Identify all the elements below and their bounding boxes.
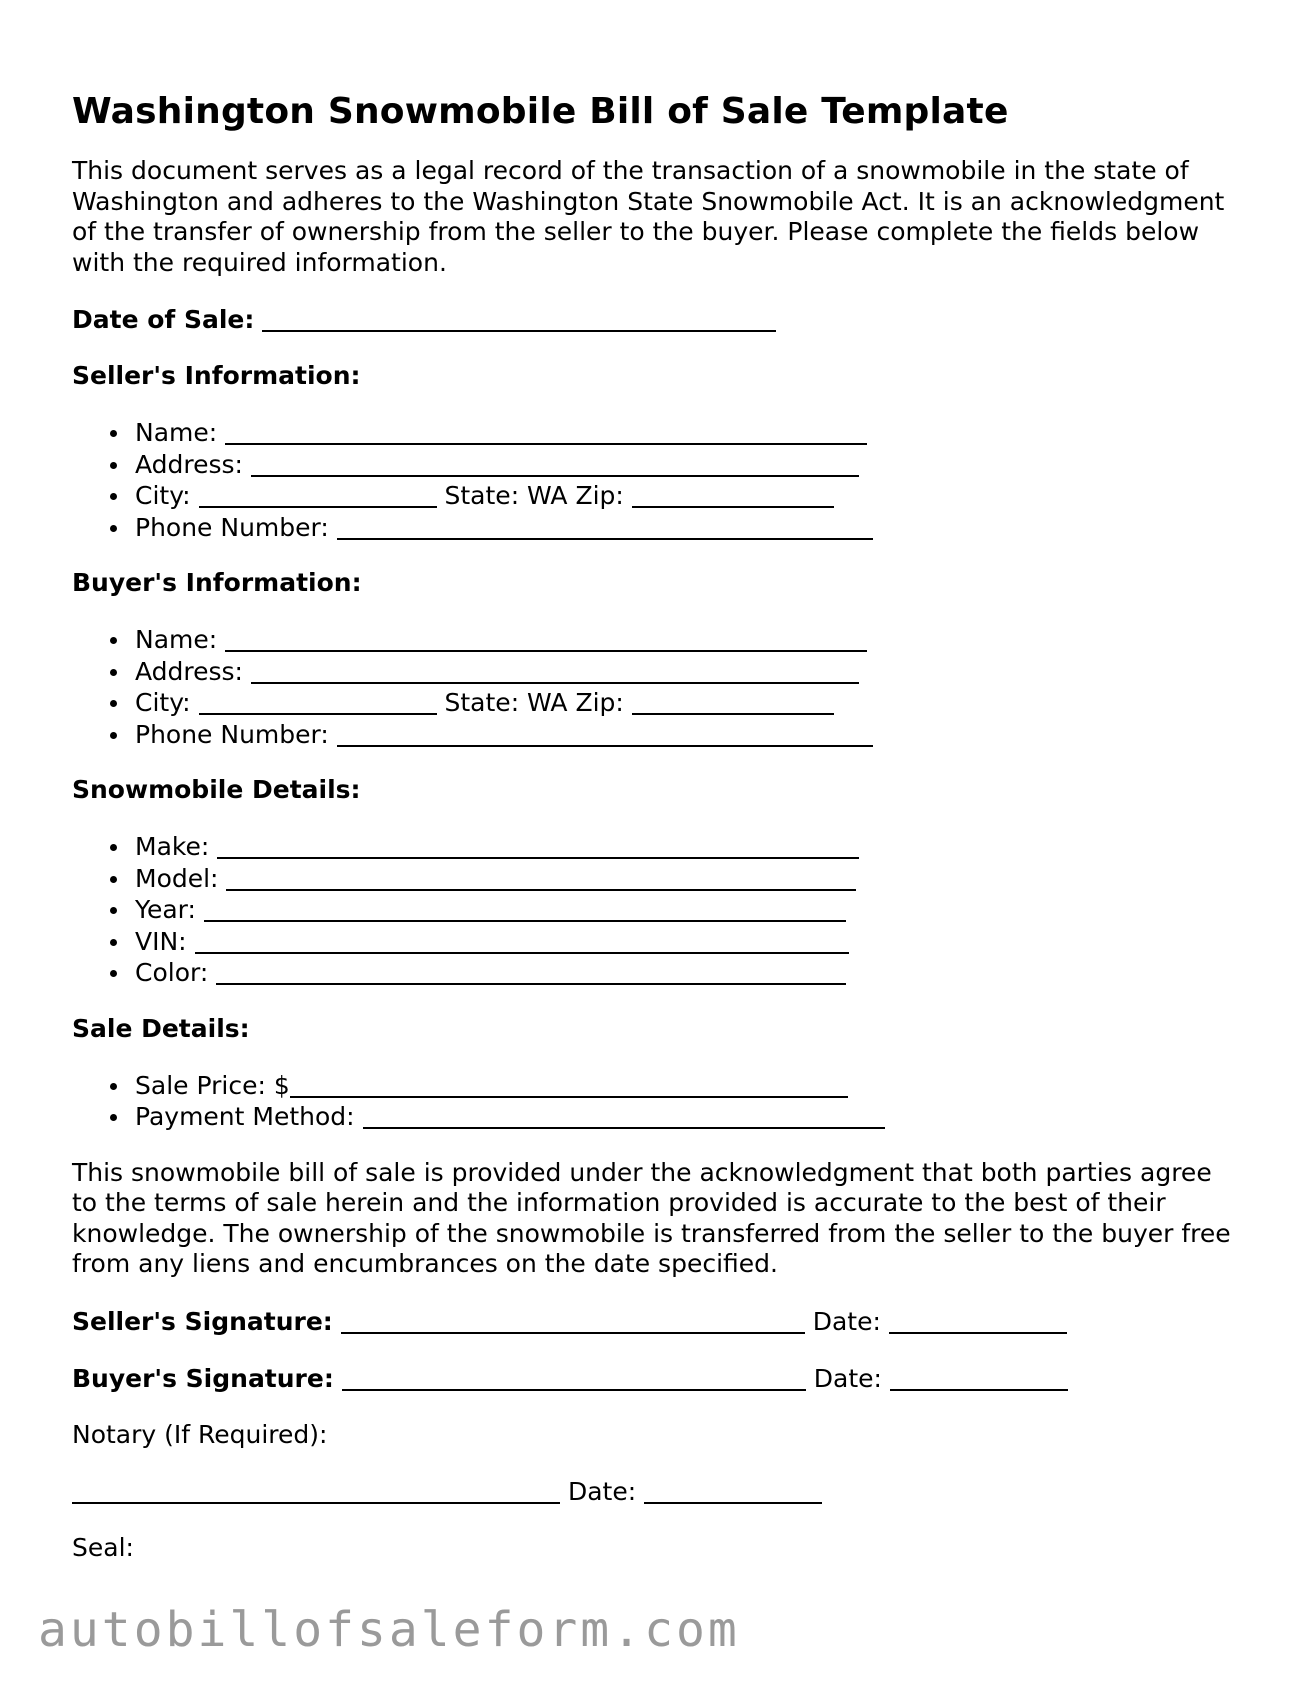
sale-heading: Sale Details: [72, 1013, 250, 1043]
list-item [135, 687, 1242, 719]
seller-info-list [72, 417, 1242, 543]
payment-method-label: Payment Method: [135, 1102, 355, 1131]
date-of-sale-label: Date of Sale: [72, 305, 255, 334]
list-item [135, 1101, 1242, 1133]
seal-label: Seal: [72, 1532, 134, 1562]
snowmobile-details-list [72, 831, 1242, 989]
seller-signature-label: Seller's Signature: [72, 1306, 333, 1336]
sale-details-list [72, 1070, 1242, 1133]
buyer-phone-label: Phone Number: [135, 719, 329, 749]
buyer-name-label: Name: [135, 625, 218, 654]
list-item [135, 624, 1242, 656]
list-item [135, 417, 1242, 449]
list-item [135, 480, 1242, 512]
list-item [135, 449, 1242, 481]
buyer-city-label: City: [135, 688, 191, 717]
notary-signature-field[interactable] [72, 1480, 560, 1504]
list-item [135, 512, 1242, 544]
seller-name-label: Name: [135, 418, 218, 447]
list-item [135, 719, 1242, 751]
sale-price-label: Sale Price: $ [135, 1070, 290, 1100]
intro-paragraph: This document serves as a legal record of the transaction of a snowmobile in the state of Washington and adheres to the Washington State Snowmobile Act. It is an acknowledgment of the transfer of ownership from the seller to the buyer. Please complete the fields below with the required information. [72, 156, 1225, 277]
seller-signature-row [72, 1306, 1242, 1337]
buyer-zip-field[interactable] [632, 691, 834, 715]
list-item [135, 656, 1242, 688]
notary-label: Notary (If Required): [72, 1419, 328, 1449]
make-field[interactable] [217, 835, 859, 859]
buyer-state-zip-label: State: WA Zip: [444, 688, 624, 717]
buyer-city-field[interactable] [199, 691, 437, 715]
list-item [135, 863, 1242, 895]
watermark-text: autobillofsaleform.com [38, 1602, 740, 1658]
acknowledgment-paragraph: This snowmobile bill of sale is provided under the acknowledgment that both parties agree to the terms of sale herein and the information provided is accurate to the best of their knowledge. The ownership of the snowmobile is transferred from the seller to the buyer free from any liens and encumbrances on the date specified. [72, 1157, 1231, 1278]
buyer-name-field[interactable] [225, 628, 867, 652]
sale-price-field[interactable] [290, 1074, 848, 1098]
seller-city-field[interactable] [199, 484, 437, 508]
notary-date-label: Date: [567, 1476, 637, 1506]
list-item [135, 894, 1242, 926]
buyer-phone-field[interactable] [337, 723, 873, 747]
year-field[interactable] [204, 898, 846, 922]
snowmobile-heading: Snowmobile Details: [72, 775, 361, 804]
model-label: Model: [135, 863, 219, 893]
model-field[interactable] [226, 867, 856, 891]
seller-zip-field[interactable] [632, 484, 834, 508]
payment-method-field[interactable] [363, 1105, 885, 1129]
seller-date-field[interactable] [889, 1310, 1067, 1334]
vin-field[interactable] [195, 930, 849, 954]
buyer-heading: Buyer's Information: [72, 568, 362, 597]
make-label: Make: [135, 832, 210, 861]
buyer-address-field[interactable] [251, 660, 859, 684]
seller-phone-label: Phone Number: [135, 512, 329, 542]
seller-heading: Seller's Information: [72, 361, 361, 390]
seller-city-label: City: [135, 481, 191, 510]
list-item [135, 957, 1242, 989]
seller-address-field[interactable] [251, 453, 859, 477]
date-of-sale-row [72, 304, 1242, 335]
year-label: Year: [135, 895, 196, 924]
seller-address-label: Address: [135, 449, 243, 479]
seller-name-field[interactable] [225, 421, 867, 445]
buyer-signature-row [72, 1363, 1242, 1394]
buyer-date-field[interactable] [890, 1367, 1068, 1391]
buyer-signature-field[interactable] [342, 1367, 806, 1391]
buyer-info-list [72, 624, 1242, 750]
notary-date-field[interactable] [644, 1480, 822, 1504]
date-of-sale-field[interactable] [262, 308, 776, 332]
document-page [72, 88, 1242, 1563]
color-field[interactable] [216, 961, 846, 985]
list-item [135, 831, 1242, 863]
list-item [135, 1070, 1242, 1102]
color-label: Color: [135, 958, 209, 987]
seller-date-label: Date: [812, 1306, 881, 1336]
seller-state-zip-label: State: WA Zip: [444, 481, 624, 510]
buyer-address-label: Address: [135, 656, 243, 686]
vin-label: VIN: [135, 926, 187, 956]
buyer-signature-label: Buyer's Signature: [72, 1363, 334, 1393]
seller-signature-field[interactable] [341, 1310, 805, 1334]
list-item [135, 926, 1242, 958]
notary-row [72, 1476, 1242, 1507]
buyer-date-label: Date: [813, 1363, 882, 1393]
document-title: Washington Snowmobile Bill of Sale Template [72, 91, 1009, 132]
seller-phone-field[interactable] [337, 516, 873, 540]
